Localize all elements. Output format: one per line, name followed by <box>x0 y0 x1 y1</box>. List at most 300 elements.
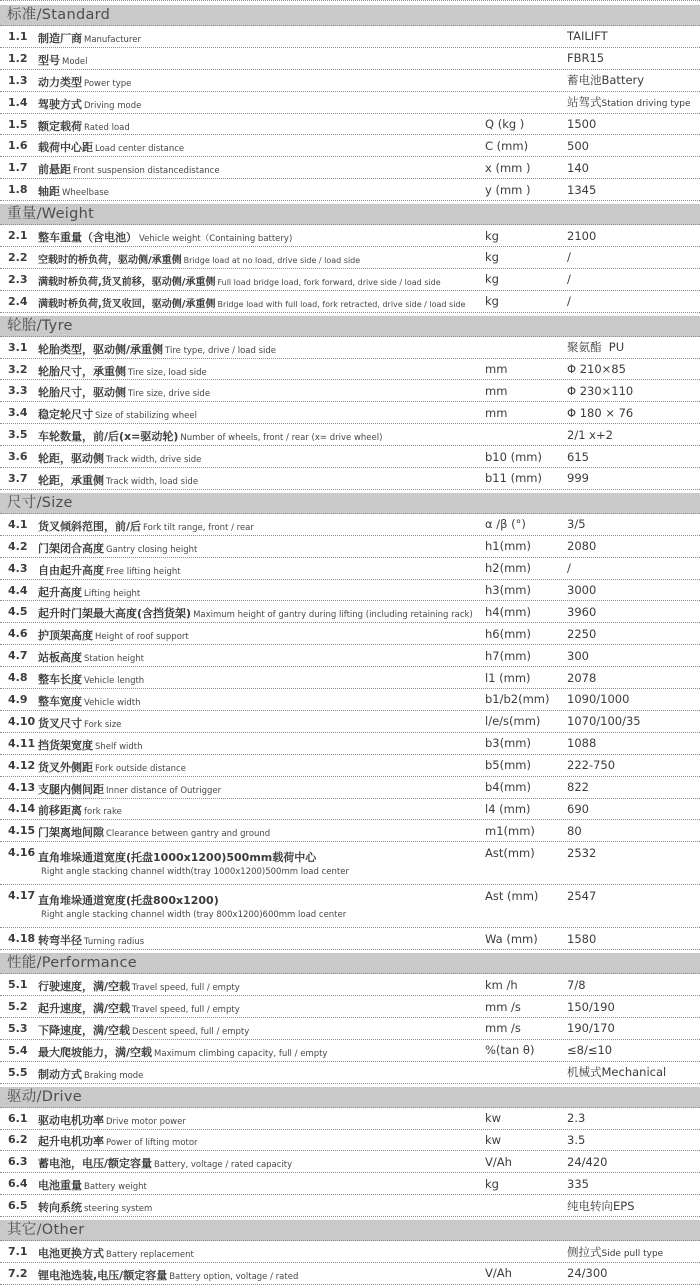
row-label-cn: 制动方式 <box>38 1067 82 1081</box>
row-number: 6.3 <box>8 1155 28 1169</box>
row-value <box>567 229 700 243</box>
row-number: 4.11 <box>8 736 36 750</box>
row-label-cn: 型号 <box>38 53 60 67</box>
spec-row <box>0 558 700 580</box>
row-label <box>38 425 485 444</box>
row-label <box>38 360 485 379</box>
row-value <box>567 561 700 575</box>
row-label <box>38 248 485 267</box>
row-label <box>38 559 485 578</box>
row-label-en: Track width, load side <box>106 476 199 487</box>
row-label <box>38 712 485 731</box>
row-label-cn: 起升高度 <box>38 585 82 599</box>
row-label <box>38 537 485 556</box>
row-label <box>38 338 485 357</box>
row-value <box>567 671 700 685</box>
spec-row <box>0 269 700 291</box>
row-symbol: mm <box>485 405 508 420</box>
row-symbol: kg <box>485 228 499 243</box>
row-number: 4.1 <box>8 517 28 531</box>
row-value <box>567 1111 700 1125</box>
row-number: 5.2 <box>8 1000 28 1013</box>
row-symbol: h7(mm) <box>485 648 531 663</box>
row-symbol: mm /s <box>485 1021 521 1036</box>
row-value-text: 3.5 <box>567 1132 586 1147</box>
row-number: 4.18 <box>8 932 36 946</box>
spec-row <box>0 446 700 468</box>
row-label-en: Gantry closing height <box>106 544 198 555</box>
spec-row <box>0 291 700 313</box>
row-value <box>567 714 700 728</box>
row-label <box>38 469 485 488</box>
row-number: 1.6 <box>8 139 28 153</box>
row-value-text: Φ 230×110 <box>567 383 634 398</box>
row-value-text: / <box>567 294 571 309</box>
row-label-en: Clearance between gantry and ground <box>106 829 271 840</box>
spec-row <box>0 1151 700 1173</box>
row-value-text: 1345 <box>567 182 597 197</box>
row-symbol: kw <box>485 1111 502 1126</box>
row-label-en: Number of wheels, front / rear (x= drive wheel) <box>180 433 383 444</box>
row-label-cn: 护顶架高度 <box>38 629 93 643</box>
row-label <box>38 1041 485 1060</box>
spec-row <box>0 536 700 558</box>
row-value-text: 2080 <box>567 539 597 554</box>
row-value <box>567 339 700 355</box>
row-symbol: m1(mm) <box>485 823 535 838</box>
row-label-cn: 货叉尺寸 <box>38 716 82 730</box>
row-symbol: kg <box>485 294 499 309</box>
spec-row <box>0 996 700 1018</box>
row-symbol: α /β (°) <box>485 517 526 532</box>
row-label-cn: 轴距 <box>38 185 60 199</box>
row-label <box>38 1174 485 1193</box>
row-value <box>567 649 700 663</box>
row-value-text: Φ 180 × 76 <box>567 405 634 420</box>
spec-row <box>0 623 700 645</box>
spec-row <box>0 1173 700 1195</box>
spec-row <box>0 601 700 623</box>
row-label <box>38 1063 485 1082</box>
row-value-text: 2532 <box>567 846 597 861</box>
row-label-en: Battery weight <box>84 1182 147 1193</box>
row-label-en: Power type <box>84 78 132 89</box>
row-symbol: mm <box>485 383 508 398</box>
spec-row <box>0 514 700 536</box>
row-label-en: Battery, voltage / rated capacity <box>154 1160 293 1171</box>
row-label <box>38 1152 485 1171</box>
row-label-en: Vehicle length <box>84 676 145 687</box>
row-number: 7.1 <box>8 1245 28 1259</box>
row-label <box>38 1196 485 1215</box>
row-symbol: l/e/s(mm) <box>485 714 541 729</box>
row-label-cn: 额定载荷 <box>38 119 82 133</box>
row-value-text: 1088 <box>567 736 597 751</box>
row-label <box>38 602 485 621</box>
row-number: 4.8 <box>8 671 28 685</box>
row-symbol: h1(mm) <box>485 539 531 554</box>
row-label <box>38 624 485 643</box>
row-label-en: Maximum climbing capacity, full / empty <box>154 1048 328 1059</box>
row-value-text: 1580 <box>567 931 597 946</box>
row-symbol: C (mm) <box>485 138 529 153</box>
row-label <box>38 49 485 68</box>
row-label-cn: 前移距离 <box>38 804 82 818</box>
row-value-suffix: Side pull type <box>601 1248 664 1259</box>
row-label <box>38 1019 485 1038</box>
spec-row <box>0 1108 700 1130</box>
row-label <box>38 668 485 687</box>
row-value-text: 335 <box>567 1176 589 1191</box>
row-value-text: 1090/1000 <box>567 692 630 707</box>
row-value <box>567 29 700 43</box>
row-value <box>567 250 700 264</box>
row-value <box>567 583 700 597</box>
row-label <box>38 1109 485 1128</box>
row-number: 1.5 <box>8 117 28 131</box>
row-label-en: Full load bridge load, fork forward, drive side / load side <box>217 277 441 287</box>
row-label-cn: 最大爬坡能力，满/空载 <box>38 1045 153 1059</box>
row-label-en: Maximum height of gantry during lifting (including retaining rack) <box>193 610 473 621</box>
row-label <box>38 581 485 600</box>
row-number: 3.1 <box>8 340 28 354</box>
row-label-cn: 满载时桥负荷,货叉收回，驱动侧/承重侧 <box>38 298 216 310</box>
row-number: 5.5 <box>8 1065 28 1079</box>
row-label <box>38 734 485 753</box>
spec-row <box>0 48 700 70</box>
row-number: 6.2 <box>8 1133 28 1147</box>
row-label <box>38 997 485 1016</box>
row-label-en: Free lifting height <box>106 566 181 577</box>
row-label-cn: 转向系统 <box>38 1201 82 1215</box>
row-value <box>567 802 700 816</box>
row-value-text: 690 <box>567 801 589 816</box>
spec-row <box>0 733 700 755</box>
row-symbol: kg <box>485 272 499 287</box>
row-value <box>567 161 700 175</box>
row-value <box>567 736 700 750</box>
row-label-en: steering system <box>84 1204 153 1215</box>
row-value <box>567 517 700 531</box>
row-label-cn: 蓄电池，电压/额定容量 <box>38 1157 153 1171</box>
row-symbol: V/Ah <box>485 1266 512 1281</box>
row-label <box>38 778 485 797</box>
row-label-cn: 电池更换方式 <box>38 1247 104 1261</box>
row-label <box>38 1130 485 1149</box>
row-number: 1.3 <box>8 73 28 87</box>
row-value-text: 1500 <box>567 117 597 131</box>
spec-row <box>0 247 700 269</box>
row-label <box>38 929 485 948</box>
spec-row <box>0 402 700 424</box>
row-label-cn: 轮距，承重侧 <box>38 473 104 487</box>
row-value <box>567 1133 700 1147</box>
row-label-en: Tire size, drive side <box>128 389 211 400</box>
row-value-text: 3000 <box>567 583 597 598</box>
spec-row <box>0 842 700 885</box>
row-number: 4.14 <box>8 802 36 816</box>
row-number: 4.6 <box>8 627 28 641</box>
row-symbol: b5(mm) <box>485 758 531 773</box>
row-value-text: FBR15 <box>567 51 605 66</box>
row-label-en: Battery replacement <box>106 1250 194 1261</box>
row-symbol: l1 (mm) <box>485 670 531 685</box>
spec-row <box>0 755 700 777</box>
row-value <box>567 846 700 860</box>
row-label-en: Station height <box>84 654 145 665</box>
row-value <box>567 1021 700 1035</box>
row-value <box>567 94 700 110</box>
row-value <box>567 428 700 442</box>
row-symbol: y (mm ) <box>485 182 531 197</box>
row-value <box>567 384 700 398</box>
row-symbol: Ast(mm) <box>485 846 535 861</box>
row-value-text: 3/5 <box>567 517 586 532</box>
spec-row <box>0 468 700 490</box>
row-label <box>38 27 485 46</box>
row-label-cn: 起升时门架最大高度(含挡货架) <box>38 607 192 621</box>
row-value <box>567 1043 700 1057</box>
spec-row <box>0 1062 700 1084</box>
row-value <box>567 605 700 619</box>
row-value-text: 300 <box>567 648 589 663</box>
spec-row <box>0 92 700 114</box>
spec-row <box>0 645 700 667</box>
row-value-text: ≤8/≤10 <box>567 1043 613 1058</box>
spec-row <box>0 667 700 689</box>
row-number: 4.17 <box>8 889 36 903</box>
row-label-cn: 直角堆垛通道宽度(托盘800x1200) <box>38 894 219 908</box>
row-symbol: h4(mm) <box>485 604 531 619</box>
spec-row <box>0 70 700 92</box>
row-label-en: Lifting height <box>84 588 141 599</box>
row-label-cn: 站板高度 <box>38 651 82 665</box>
row-label-en: Rated load <box>84 122 130 133</box>
row-number: 1.4 <box>8 95 28 109</box>
row-number: 1.2 <box>8 51 28 65</box>
row-symbol: b4(mm) <box>485 780 531 795</box>
row-label-en: Inner distance of Outrigger <box>106 785 222 796</box>
section-header: 驱动/Drive <box>0 1087 700 1108</box>
row-label <box>38 180 485 199</box>
spec-row <box>0 1040 700 1062</box>
row-label-cn: 下降速度，满/空载 <box>38 1023 131 1037</box>
row-value <box>567 139 700 153</box>
row-label-cn: 动力类型 <box>38 75 82 89</box>
row-value-text: 2250 <box>567 626 597 641</box>
row-number: 4.10 <box>8 714 36 728</box>
row-label-cn: 门架离地间隙 <box>38 826 104 840</box>
spec-row <box>0 1241 700 1263</box>
row-label-en: Fork outside distance <box>95 763 186 774</box>
row-label <box>38 115 485 134</box>
row-value-text: 24/300 <box>567 1266 608 1281</box>
row-label-cn: 门架闭合高度 <box>38 541 104 555</box>
row-number: 6.5 <box>8 1199 28 1213</box>
row-label-cn: 驾驶方式 <box>38 97 82 111</box>
row-value <box>567 450 700 464</box>
row-symbol: mm /s <box>485 999 521 1014</box>
row-label-en: Turning radius <box>84 937 145 948</box>
spec-row <box>0 1195 700 1217</box>
row-value-text: 7/8 <box>567 977 586 992</box>
spec-row <box>0 424 700 446</box>
row-value-text: 2078 <box>567 670 597 685</box>
row-label-cn: 轮胎尺寸，驱动侧 <box>38 386 126 400</box>
row-value <box>567 471 700 485</box>
row-label-en: Fork size <box>84 719 122 730</box>
row-label-cn: 轮胎类型，驱动侧/承重侧 <box>38 342 164 356</box>
row-value <box>567 1244 700 1260</box>
row-value-text: 150/190 <box>567 999 615 1014</box>
row-value <box>567 1177 700 1191</box>
row-number: 2.2 <box>8 250 28 264</box>
spec-row <box>0 179 700 201</box>
row-symbol: h3(mm) <box>485 583 531 598</box>
row-label-en: Descent speed, full / empty <box>132 1026 250 1037</box>
row-label-cn: 起升电机功率 <box>38 1135 104 1149</box>
row-label-en: Tire type, drive / load side <box>165 345 277 356</box>
row-symbol: b11 (mm) <box>485 471 542 486</box>
row-number: 3.6 <box>8 450 28 464</box>
spec-row <box>0 928 700 950</box>
row-number: 4.2 <box>8 539 28 553</box>
row-label-en: Bridge load at no load, drive side / load side <box>183 255 361 265</box>
row-number: 5.3 <box>8 1021 28 1035</box>
spec-row <box>0 135 700 157</box>
row-label-cn: 电池重量 <box>38 1179 82 1193</box>
row-label-cn: 稳定轮尺寸 <box>38 408 93 422</box>
row-value <box>567 72 700 88</box>
row-label-cn: 自由起升高度 <box>38 563 104 577</box>
row-label-en: Height of roof support <box>95 632 189 643</box>
row-label-en: Shelf width <box>95 741 143 752</box>
row-symbol: h2(mm) <box>485 561 531 576</box>
row-value-text: / <box>567 272 571 287</box>
row-label-en: Right angle stacking channel width(tray 1000x1200)500mm load center <box>41 867 349 878</box>
spec-row <box>0 1018 700 1040</box>
row-value <box>567 539 700 553</box>
spec-row <box>0 820 700 842</box>
row-symbol: b10 (mm) <box>485 449 542 464</box>
row-number: 4.16 <box>8 846 36 860</box>
row-value-text: 140 <box>567 160 589 175</box>
row-label-cn: 行驶速度，满/空载 <box>38 980 131 994</box>
row-label-en: Front suspension distancedistance <box>73 166 220 177</box>
row-value-text: 蓄电池Battery <box>567 73 645 88</box>
row-label-en: Model <box>62 56 88 67</box>
row-value-text: 615 <box>567 449 589 464</box>
row-label-en: Track width, drive side <box>106 455 202 466</box>
row-number: 4.9 <box>8 692 28 706</box>
row-value <box>567 758 700 772</box>
row-label-en: Travel speed, full / empty <box>132 1005 240 1015</box>
row-label-en: Fork tilt range, front / rear <box>143 522 254 533</box>
row-number: 3.4 <box>8 406 28 420</box>
row-symbol: b1/b2(mm) <box>485 692 550 707</box>
row-symbol: Q (kg ) <box>485 117 525 131</box>
row-label-en: Vehicle weight（Containing battery) <box>139 234 293 245</box>
row-value-suffix: Station driving type <box>601 99 691 110</box>
row-value-text: TAILIFT <box>567 29 608 44</box>
row-label-en: fork rake <box>84 807 122 818</box>
row-value-text: 机械式Mechanical <box>567 1065 667 1080</box>
section-header: 尺寸/Size <box>0 493 700 514</box>
row-value-text: 2.3 <box>567 1111 586 1126</box>
spec-row <box>0 26 700 48</box>
row-symbol: km /h <box>485 977 518 992</box>
row-value <box>567 932 700 946</box>
row-value-text: 站驾式 <box>567 95 602 110</box>
row-label <box>38 136 485 155</box>
row-label <box>38 270 485 289</box>
row-label <box>38 93 485 112</box>
row-value-text: 24/420 <box>567 1154 608 1169</box>
row-number: 4.5 <box>8 605 28 619</box>
row-value-text: / <box>567 561 571 576</box>
row-value <box>567 889 700 903</box>
row-number: 4.12 <box>8 758 36 772</box>
row-value-text: 222-750 <box>567 758 616 773</box>
row-value-text: 侧拉式 <box>567 1244 602 1259</box>
row-symbol: l4 (mm) <box>485 801 531 816</box>
row-label-en: Right angle stacking channel width (tray 800x1200)600mm load center <box>41 910 347 921</box>
row-value-text: 500 <box>567 138 589 153</box>
row-value <box>567 627 700 641</box>
spec-row <box>0 689 700 711</box>
row-label-cn: 转弯半径 <box>38 934 82 948</box>
row-label <box>38 381 485 400</box>
row-value <box>567 780 700 794</box>
row-label-cn: 载荷中心距 <box>38 141 93 155</box>
row-label <box>38 403 485 422</box>
row-value-text: / <box>567 250 571 265</box>
row-value <box>567 1266 700 1280</box>
row-number: 1.7 <box>8 161 28 175</box>
section-header: 性能/Performance <box>0 953 700 974</box>
row-value-text: 3960 <box>567 604 597 619</box>
row-value <box>567 51 700 65</box>
row-symbol: b3(mm) <box>485 736 531 751</box>
row-label <box>38 889 485 920</box>
row-label-cn: 前悬距 <box>38 163 71 177</box>
row-label-cn: 轮距，驱动侧 <box>38 452 104 466</box>
row-number: 6.4 <box>8 1177 28 1191</box>
section-header: 轮胎/Tyre <box>0 316 700 337</box>
row-value-text: 1070/100/35 <box>567 714 641 729</box>
row-number: 1.1 <box>8 29 28 43</box>
spec-row <box>0 711 700 733</box>
row-value <box>567 1155 700 1169</box>
row-label <box>38 1242 485 1261</box>
row-label-cn: 整车宽度 <box>38 694 82 708</box>
row-label-en: Power of lifting motor <box>106 1138 198 1149</box>
spec-row <box>0 380 700 402</box>
row-symbol: kg <box>485 1176 499 1191</box>
section-header: 其它/Other <box>0 1220 700 1241</box>
row-label <box>38 158 485 177</box>
row-value <box>567 117 700 131</box>
row-value <box>567 1000 700 1014</box>
spec-row <box>0 1130 700 1152</box>
row-value-text: 2/1 x+2 <box>567 427 613 442</box>
row-value-text: Φ 210×85 <box>567 362 626 377</box>
row-label <box>38 515 485 534</box>
row-number: 3.2 <box>8 362 28 376</box>
row-symbol: V/Ah <box>485 1154 512 1169</box>
row-label-en: Manufacturer <box>84 34 141 45</box>
row-label-en: Wheelbase <box>62 188 109 199</box>
